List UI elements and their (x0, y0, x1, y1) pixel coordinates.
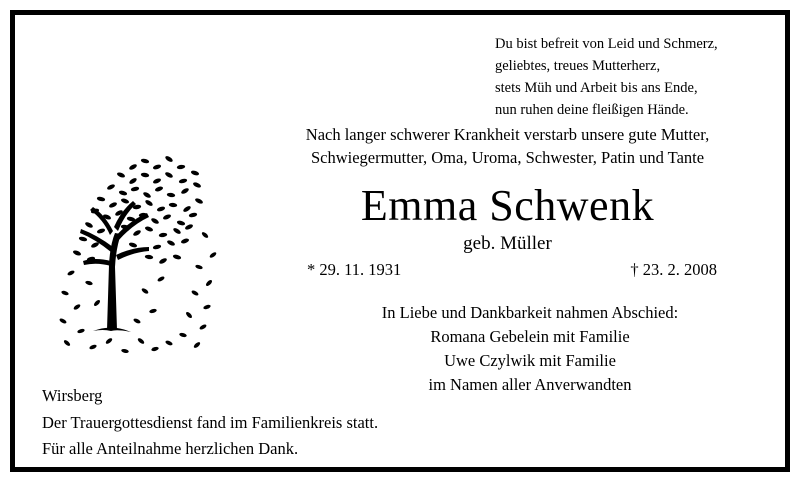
poem-line: stets Müh und Arbeit bis ans Ende, (495, 80, 698, 97)
mourner-line: Uwe Czylwik mit Familie (444, 350, 616, 370)
notice-border (10, 10, 790, 472)
life-dates (265, 260, 765, 280)
death-date: † 23. 2. 2008 (630, 260, 717, 279)
poem-line: Du bist befreit von Leid und Schmerz, (495, 36, 718, 52)
intro-block (245, 123, 770, 170)
closing-block (42, 383, 642, 463)
intro-line: Schwiegermutter, Oma, Uroma, Schwester, Patin und Tante (310, 148, 705, 168)
poem-block (495, 33, 765, 121)
place-name: Wirsberg (42, 386, 103, 405)
mourner-line: Romana Gebelein mit Familie (430, 326, 630, 346)
mourner-line: im Namen aller Anverwandten (428, 374, 632, 394)
intro-line: Nach langer schwerer Krankheit verstarb unsere gute Mutter, (305, 125, 710, 144)
poem-line: geliebtes, treues Mutterherz, (495, 58, 661, 75)
notice-content (15, 15, 785, 467)
mourners-heading: In Liebe und Dankbarkeit nahmen Abschied: (381, 303, 679, 322)
deceased-name: Emma Schwenk (360, 181, 655, 230)
thanks-note: Für alle Anteilnahme herzlichen Dank. (42, 439, 299, 459)
poem-line: nun ruhen deine fleißigen Hände. (495, 102, 689, 119)
service-note: Der Trauergottesdienst fand im Familienkreis statt. (42, 412, 379, 432)
birth-date: * 29. 11. 1931 (307, 260, 402, 279)
tree-with-falling-leaves-icon (37, 115, 227, 360)
maiden-name: geb. Müller (463, 233, 552, 254)
